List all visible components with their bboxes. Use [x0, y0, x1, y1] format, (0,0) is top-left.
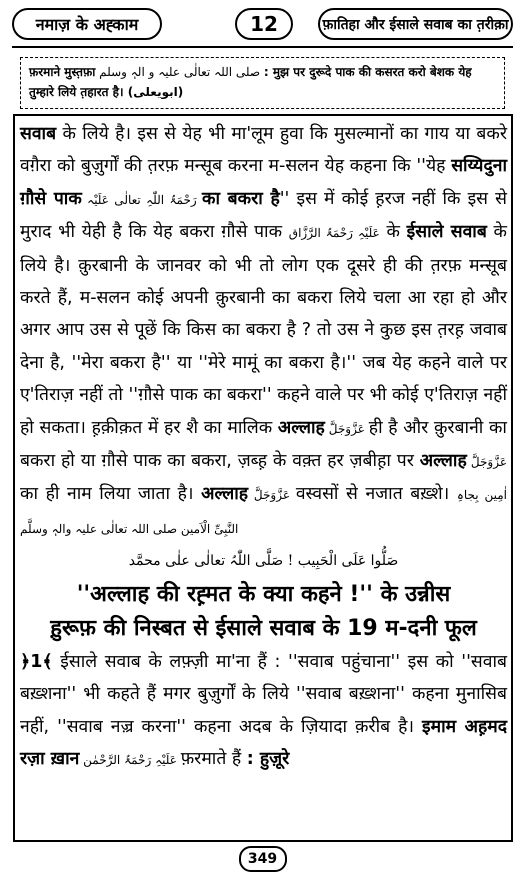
text-bold: : हुज़ूरे — [246, 748, 290, 769]
arabic-text: رَحْمَۃُ اللّٰہِ تعالٰی عَلَیْہ — [81, 192, 203, 207]
notice-text: : मुझ पर दुरूदे पाक की कसरत करो बेशक येह तुम्हारे लिये त़हारत है। (ابویعلی) — [29, 65, 472, 99]
notice-label: फ़रमाने मुस्त़फ़ा — [29, 65, 96, 79]
text: फ़रमाते हैं — [180, 748, 247, 769]
text: ही है और क़ुरबानी का बकरा हो या ग़ौसे पाक का बकरा, ज़ब्ह़ के वक़्त हर ज़बीह़ा पर — [20, 417, 507, 472]
arabic-text: اٰمِین بِجاہِ النَّبِیِّ الْاَمین صلی اللہ تعالٰی علیہ والہٖ وسلَّم — [20, 488, 507, 536]
text-bold: सवाब — [20, 124, 57, 144]
text: वस्वसों से नजात बख़्शे। — [295, 484, 457, 505]
text-bold: ईसाले सवाब — [406, 222, 487, 243]
hadith-notice — [20, 57, 505, 109]
main-text — [20, 118, 507, 776]
arabic-text: عَلَیْہِ رَحْمَۃُ الرَّحْمٰن — [79, 752, 181, 767]
text-bold: अल्लाह — [277, 417, 325, 438]
arabic-text: عَلَیْہِ رَحْمَۃُ الرَّزَّاق — [288, 226, 380, 241]
header-divider — [12, 46, 513, 48]
chapter-number: 12 — [235, 8, 293, 40]
chapter-title: फ़ातिहा और ईसाले सवाब का त़रीक़ा — [318, 8, 513, 40]
paragraph-2 — [20, 646, 507, 777]
text: के — [379, 222, 407, 243]
text-bold: सय्यिदुना ग़ौसे पाक — [20, 156, 507, 209]
section-heading-1: ''अल्लाह की रह़्मत के क्या कहने !'' के उन्नीस — [76, 581, 451, 607]
paragraph-1 — [20, 118, 507, 545]
book-title: नमाज़ के अह्काम — [12, 8, 162, 40]
text: ईसाले सवाब के लफ़्ज़ी मा'ना हैं : ''सवाब पहुंचाना'' इस को ''सवाब बख़्शना'' भी कहते हैं मगर बुज़ुर्गों के लिये ''सवाब बख़्शना'' कहना मुनासिब नहीं, ''सवाब नज़्र करना'' कहना अदब के ज़ियादा क़रीब है। — [20, 651, 507, 737]
text: के लिये है। इस से येह भी मा'लूम हुवा कि मुसल्मानों का गाय या बकरे वग़ैरा को बुज़ुर्गों की त़रफ़ मन्सूब करना म-सलन येह कहना कि ''येह — [20, 124, 507, 177]
item-number: ﴿1﴾ — [20, 651, 53, 672]
text: '' इस में कोई ह़रज नहीं कि इस से मुराद भी येही है कि येह बकरा ग़ौसे पाक — [20, 188, 507, 243]
text-bold: अल्लाह — [201, 484, 249, 505]
durood-line: صَلُّوا عَلَی الْحَبِیب ! صَلَّی اللّٰہُ تعالٰی علٰی محمَّد — [128, 553, 399, 570]
text: के लिये है। क़ुरबानी के जानवर को भी तो लोग एक दूसरे ही की त़रफ़ मन्सूब करते हैं, म-सलन कोई अपनी क़ुरबानी का बकरा लिये चला आ रहा हो और अगर आप उस से पूछें कि किस का बकरा है ? तो उस ने कुछ इस त़रह़ जवाब देना है, ''मेरा बकरा है'' या ''मेरे मामूं का बकरा है।'' जब येह कहने वाले पर ए'तिराज़ नहीं तो ''ग़ौसे पाक का बकरा'' कहने वाले पर भी कोई ए'तिराज़ नहीं हो सकता। ह़क़ीक़त में हर शै का मालिक — [20, 222, 507, 438]
arabic-text: عَزَّوَجَلَّ — [248, 488, 296, 503]
arabic-text: عَزَّوَجَلَّ — [324, 421, 369, 436]
text-bold: इमाम अह़मद रज़ा ख़ान — [20, 716, 508, 769]
page-number: 349 — [239, 846, 287, 872]
notice-arabic: صلی اللہ تعالٰی علیہ و الہٖ وسلم — [99, 65, 261, 79]
text-bold: अल्लाह — [419, 451, 467, 472]
text: का ही नाम लिया जाता है। — [20, 484, 202, 505]
text-bold: का बकरा है — [202, 188, 280, 209]
arabic-text: عَزَّوَجَلَّ — [466, 455, 507, 470]
section-heading-2: ह़ुरूफ़ की निस्बत से ईसाले सवाब के 19 म-दनी फूल — [50, 615, 477, 641]
page-header — [12, 8, 513, 44]
